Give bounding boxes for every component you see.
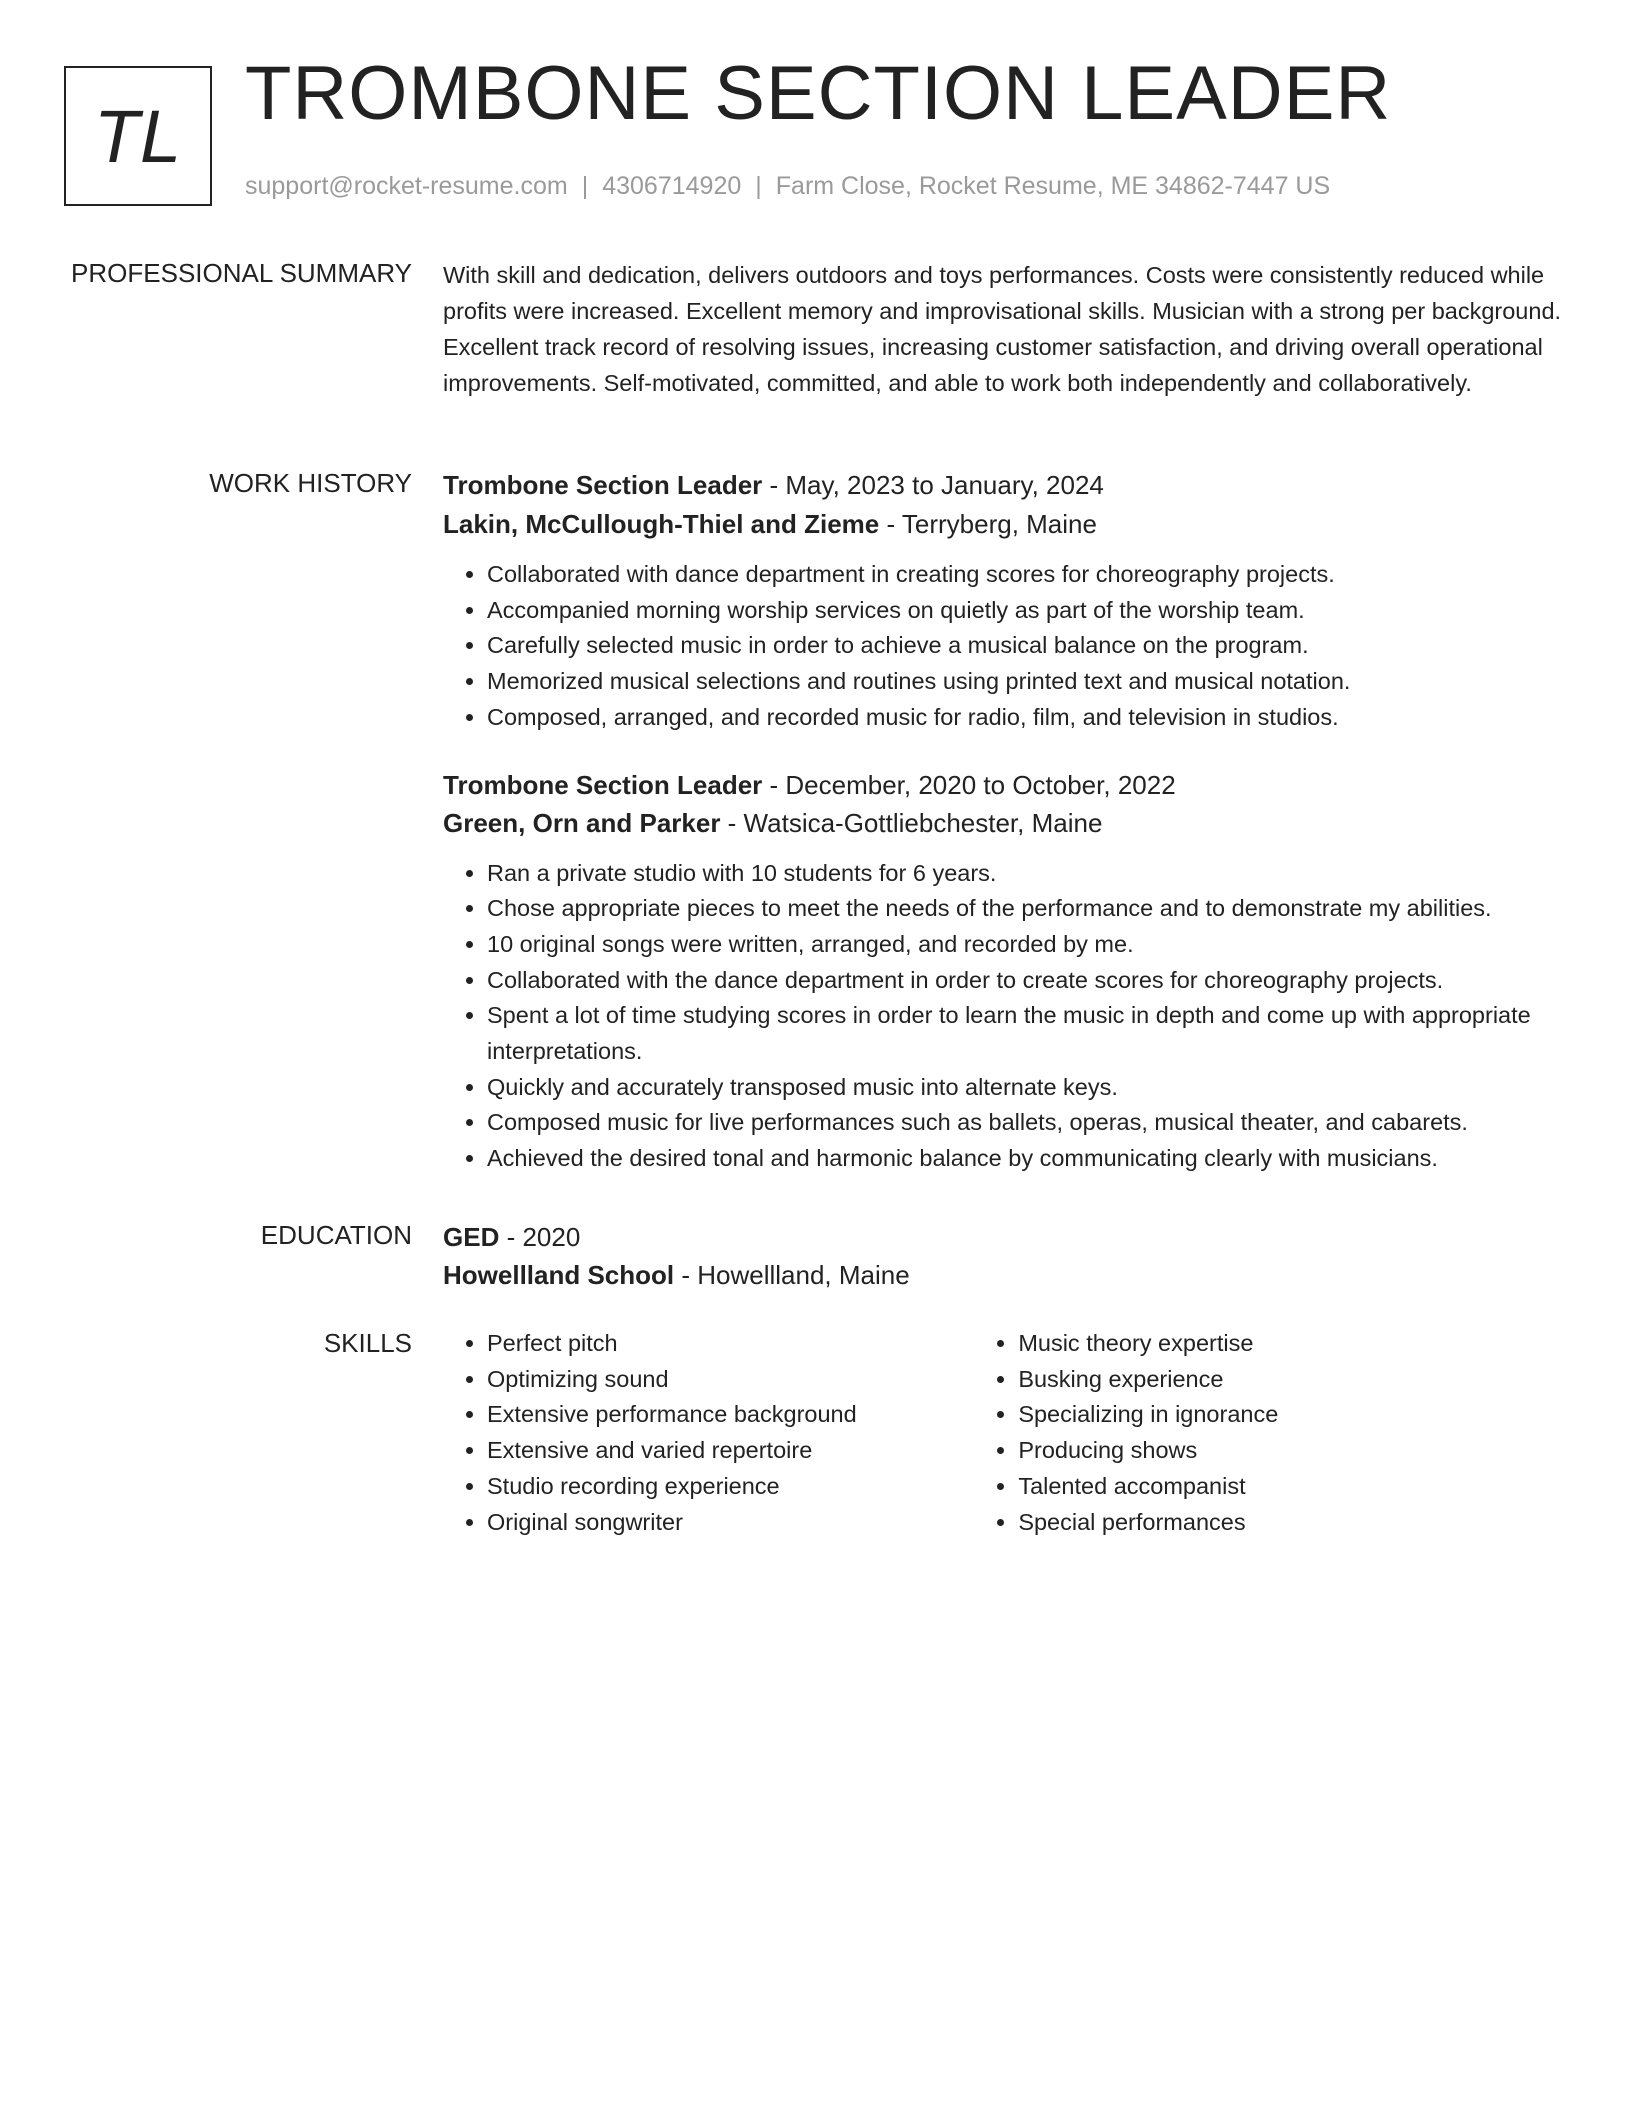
job-duty: • Composed, arranged, and recorded music for radio, film, and television in studios. [487,700,1563,736]
resume-title: TROMBONE SECTION LEADER [245,51,1392,136]
job-duty: • Achieved the desired tonal and harmonic balance by communicating clearly with musicians. [487,1141,1563,1177]
education-degree: GED [443,1222,500,1252]
skill-item: • Talented accompanist [1018,1469,1563,1505]
job-duty: • Memorized musical selections and routines using printed text and musical notation. [487,664,1563,700]
job-entry [443,467,1563,736]
job-duty: • Carefully selected music in order to achieve a musical balance on the program. [487,628,1563,664]
job-duty: • Spent a lot of time studying scores in order to learn the music in depth and come up with appropriate interpretations. [487,998,1563,1069]
skill-item: • Extensive performance background [487,1397,974,1433]
skill-item: • Studio recording experience [487,1469,974,1505]
job-location: - Terryberg, Maine [879,509,1097,539]
job-company: Green, Orn and Parker [443,807,721,838]
skill-item: • Optimizing sound [487,1362,974,1398]
summary-text: With skill and dedication, delivers outdoors and toys performances. Costs were consistently reduced while profits were increased. Excellent memory and improvisational skills. Musician with a strong per background. Excellent track record of resolving issues, increasing customer satisfaction, and driving overall operational improvements. Self-motivated, committed, and able to work both independently and collaboratively. [443,262,1562,396]
job-company-line [443,805,1563,841]
work-history-heading: WORK HISTORY [209,468,412,498]
education-location: - Howellland, Maine [674,1260,910,1290]
contact-line [245,172,1330,201]
job-duty: • Quickly and accurately transposed music into alternate keys. [487,1070,1563,1106]
job-duties-list [443,856,1563,1177]
skill-item: • Extensive and varied repertoire [487,1433,974,1469]
work-history-body [443,467,1563,1177]
job-duty: • Composed music for live performances such as ballets, operas, musical theater, and cabarets. [487,1105,1563,1141]
job-title: Trombone Section Leader [443,769,763,800]
job-dates: - December, 2020 to October, 2022 [762,769,1176,800]
skill-item: • Specializing in ignorance [1018,1397,1563,1433]
skill-item: • Special performances [1018,1505,1563,1541]
education-school-line [443,1257,1563,1293]
education-degree-line [443,1219,1563,1255]
contact-address: Farm Close, Rocket Resume, ME 34862-7447 US [775,172,1331,200]
skills-body [443,1326,1563,1540]
summary-heading: PROFESSIONAL SUMMARY [71,258,412,288]
skills-heading: SKILLS [323,1328,412,1358]
summary-body [443,257,1563,401]
contact-email: support@rocket-resume.com [245,172,568,200]
job-duties-list [443,557,1563,736]
skills-list-right [974,1326,1563,1540]
job-duty: • Collaborated with dance department in creating scores for choreography projects. [487,557,1563,593]
job-duty: • Collaborated with the dance department in order to create scores for choreography projects. [487,963,1563,999]
job-duty: • Ran a private studio with 10 students for 6 years. [487,856,1563,892]
job-title-line [443,767,1563,803]
monogram-badge [64,66,212,206]
skills-columns [443,1326,1563,1540]
contact-separator: | [581,172,589,200]
education-body [443,1219,1563,1293]
contact-separator: | [755,172,762,200]
job-dates: - May, 2023 to January, 2024 [762,470,1104,500]
education-year: - 2020 [499,1222,581,1252]
skill-item: • Music theory expertise [1018,1326,1563,1362]
skill-item: • Perfect pitch [487,1326,974,1362]
job-location: - Watsica-Gottliebchester, Maine [720,807,1103,838]
monogram-initials: TL [93,94,183,178]
job-title: Trombone Section Leader [443,470,763,500]
job-title-line [443,467,1563,503]
job-duty: • 10 original songs were written, arranged, and recorded by me. [487,927,1563,963]
job-duty: • Accompanied morning worship services on quietly as part of the worship team. [487,593,1563,629]
skills-list-left [443,1326,974,1540]
skill-item: • Original songwriter [487,1505,974,1541]
job-company-line [443,506,1563,542]
job-company: Lakin, McCullough-Thiel and Zieme [443,509,880,539]
job-duty: • Chose appropriate pieces to meet the needs of the performance and to demonstrate my abilities. [487,891,1563,927]
skill-item: • Busking experience [1018,1362,1563,1398]
education-school: Howellland School [443,1260,675,1290]
job-entry [443,767,1563,1177]
contact-phone: 4306714920 [602,172,742,200]
education-heading: EDUCATION [260,1220,412,1250]
skill-item: • Producing shows [1018,1433,1563,1469]
